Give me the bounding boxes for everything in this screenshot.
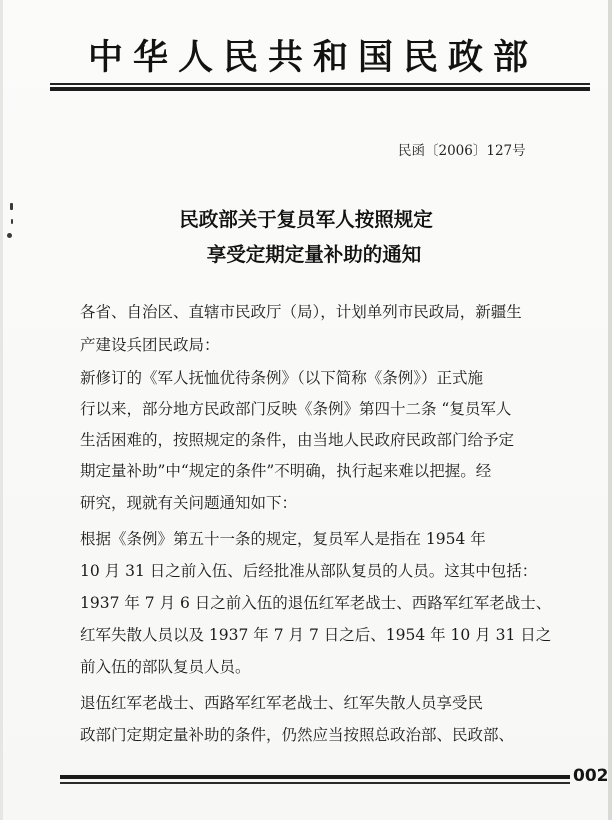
document-title-line-2: 享受定期定量补助的通知 (206, 243, 422, 266)
scan-speck (7, 233, 12, 238)
body-line: 产建设兵团民政局： (80, 336, 220, 354)
masthead-rule-thin (50, 83, 590, 85)
body-line: 1937 年 7 月 6 日之前入伍的退伍红军老战士、西路军红军老战士、 (80, 594, 552, 612)
body-line: 行以来，部分地方民政部门反映《条例》第四十二条 “复员军人 (80, 400, 512, 418)
scan-speck (11, 219, 13, 224)
footer-rule-thick (60, 775, 570, 779)
document-title-line-1: 民政部关于复员军人按照规定 (179, 208, 433, 231)
masthead-rule-thick (50, 87, 590, 91)
body-line: 根据《条例》第五十一条的规定，复员军人是指在 1954 年 (80, 530, 486, 548)
body-line: 政部门定期定量补助的条件，仍然应当按照总政治部、民政部、 (80, 726, 515, 744)
scan-speck (10, 203, 13, 210)
body-line: 前入伍的部队复员人员。 (80, 658, 251, 676)
body-line: 期定量补助”中“规定的条件”不明确，执行起来难以把握。经 (80, 462, 492, 480)
body-line: 生活困难的，按照规定的条件，由当地人民政府民政部门给予定 (80, 431, 515, 449)
body-line: 各省、自治区、直辖市民政厅（局），计划单列市民政局，新疆生 (80, 303, 522, 321)
body-line: 红军失散人员以及 1937 年 7 月 7 日之后、1954 年 10 月 31 日之 (80, 626, 552, 644)
scan-edge-left (0, 0, 3, 820)
scan-edge-right (608, 0, 612, 820)
body-line: 研究，现就有关问题通知如下： (80, 494, 298, 512)
document-number: 民函〔2006〕127号 (398, 143, 526, 159)
faint-bleedthrough-mark (98, 738, 218, 762)
page-number: 002 (573, 766, 609, 786)
body-line: 退伍红军老战士、西路军红军老战士、红军失散人员享受民 (80, 694, 484, 712)
body-line: 新修订的《军人抚恤优待条例》（以下简称《条例》）正式施 (80, 369, 484, 387)
masthead-title: 中华人民共和国民政部 (88, 38, 539, 78)
footer-rule-thin (60, 782, 570, 784)
body-line: 10 月 31 日之前入伍、后经批准从部队复员的人员。这其中包括： (80, 562, 538, 580)
